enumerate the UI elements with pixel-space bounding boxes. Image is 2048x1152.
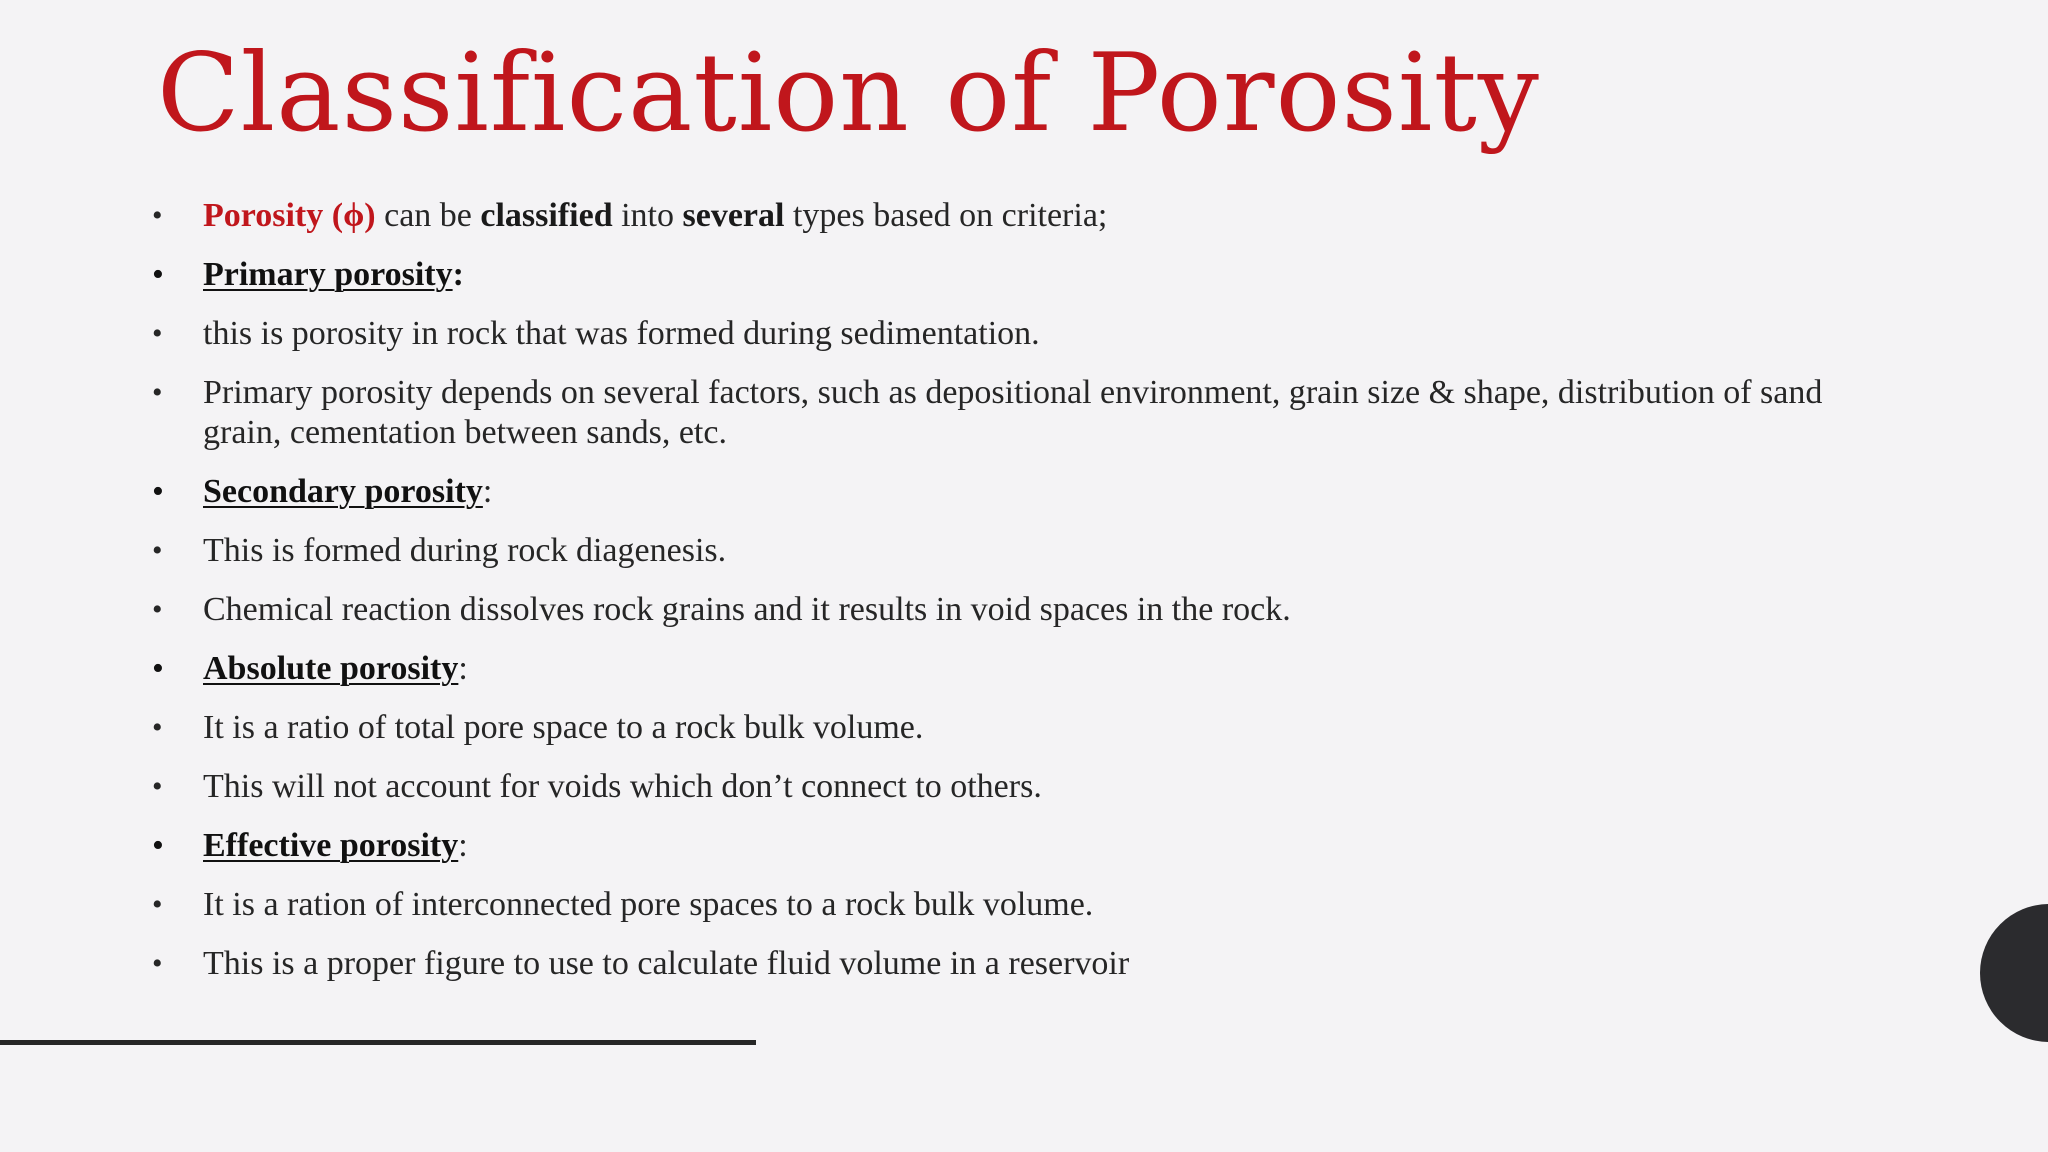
bullet-absolute-1: • It is a ratio of total pore space to a rock bulk volume. [150,708,1870,748]
bullet-absolute-2: • This will not account for voids which don’t connect to others. [150,767,1870,807]
effective-heading: Effective porosity [203,827,459,864]
intro-bold-classified: classified [480,197,613,234]
absolute-heading: Absolute porosity [203,650,459,687]
bullet-effective-heading [150,826,1870,866]
decorative-circle [1980,904,2048,1042]
intro-text-3: types based on criteria; [784,197,1108,234]
slide-title: Classification of Porosity [157,31,1540,156]
bullet-intro [150,196,1870,236]
bullet-list [150,196,1870,1003]
bullet-secondary-2: • Chemical reaction dissolves rock grains and it results in void spaces in the rock. [150,590,1870,630]
intro-bold-several: several [682,197,785,234]
bullet-secondary-heading [150,472,1870,512]
bullet-secondary-1: • This is formed during rock diagenesis. [150,531,1870,571]
bullet-primary-2: • Primary porosity depends on several factors, such as depositional environment, grain size & shape, distribution of sand grain, cementation between sands, etc. [150,373,1870,453]
decorative-divider-line [0,1040,756,1045]
bullet-effective-2: • This is a proper figure to use to calculate fluid volume in a reservoir [150,944,1870,984]
intro-text-2: into [612,197,683,234]
bullet-absolute-heading [150,649,1870,689]
absolute-colon: : [458,650,468,687]
bullet-primary-1: • this is porosity in rock that was formed during sedimentation. [150,314,1870,354]
secondary-heading: Secondary porosity [203,473,483,510]
bullet-effective-1: • It is a ration of interconnected pore spaces to a rock bulk volume. [150,885,1870,925]
primary-heading: Primary porosity [203,256,453,293]
intro-text-1: can be [375,197,481,234]
bullet-primary-heading [150,255,1870,295]
effective-colon: : [458,827,468,864]
primary-colon: : [452,256,464,293]
secondary-colon: : [482,473,493,510]
porosity-term: Porosity (ϕ) [203,197,376,234]
